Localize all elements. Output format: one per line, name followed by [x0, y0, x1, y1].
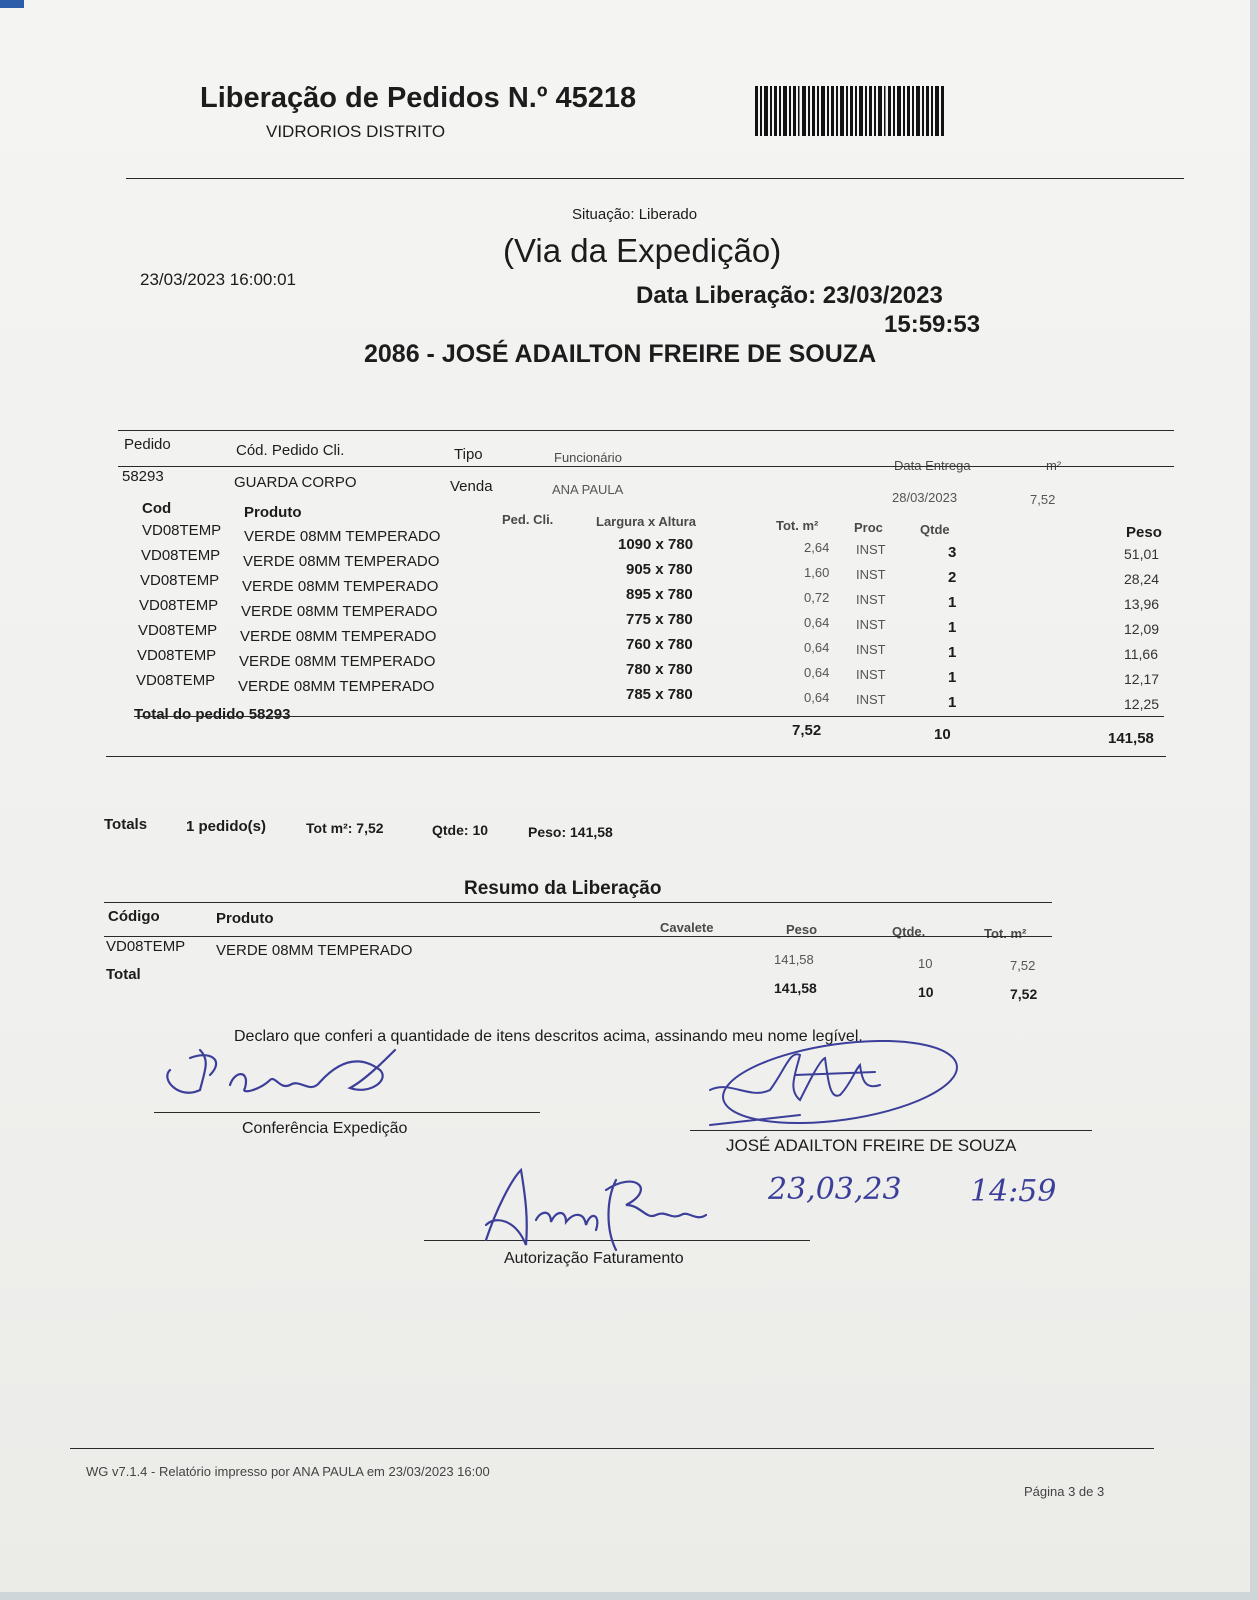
cliente-signature-name: JOSÉ ADAILTON FREIRE DE SOUZA [726, 1136, 1017, 1155]
col-pedido: Pedido [124, 436, 171, 453]
resumo-peso: 141,58 [774, 952, 814, 967]
item-qtde: 1 [948, 644, 957, 661]
item-proc: INST [856, 642, 886, 657]
item-tot-m2: 1,60 [804, 565, 830, 580]
item-peso: 12,09 [1124, 621, 1160, 637]
item-tot-m2: 0,64 [804, 615, 830, 630]
footer-rule [70, 1448, 1154, 1449]
item-dimensions: 1090 x 780 [618, 536, 694, 553]
handwritten-date: 23,03,23 [768, 1172, 902, 1207]
col-produto: Produto [244, 504, 302, 521]
col-funcionario: Funcionário [554, 450, 622, 465]
order-pedido: 58293 [122, 468, 164, 485]
item-cod: VD08TEMP [139, 597, 219, 614]
item-produto: VERDE 08MM TEMPERADO [240, 628, 437, 645]
item-qtde: 2 [948, 569, 957, 586]
order-total-label: Total do pedido 58293 [134, 706, 291, 723]
item-peso: 51,01 [1124, 546, 1160, 562]
order-total-peso: 141,58 [1108, 730, 1154, 747]
client-name: 2086 - JOSÉ ADAILTON FREIRE DE SOUZA [364, 340, 877, 368]
item-dimensions: 780 x 780 [626, 661, 693, 678]
item-peso: 28,24 [1124, 571, 1160, 587]
conferencia-label: Conferência Expedição [242, 1120, 408, 1137]
item-tot-m2: 0,72 [804, 590, 830, 605]
item-proc: INST [856, 542, 886, 557]
resumo-total-label: Total [106, 966, 141, 983]
resumo-header-rule [104, 936, 1052, 937]
declaration-text: Declaro que conferi a quantidade de itens descritos acima, assinando meu nome legível. [234, 1028, 863, 1045]
cliente-signature-scribble [690, 1030, 970, 1140]
col-qtde: Qtde [920, 522, 950, 537]
conferencia-signature-scribble [150, 1040, 430, 1120]
item-cod: VD08TEMP [137, 647, 217, 664]
item-proc: INST [856, 692, 886, 707]
item-cod: VD08TEMP [140, 572, 220, 589]
item-tot-m2: 0,64 [804, 640, 830, 655]
order-tipo: Venda [450, 478, 493, 495]
situacao-text: Situação: Liberado [572, 206, 698, 223]
col-m2: m² [1046, 458, 1062, 473]
order-total-rule [134, 716, 1164, 717]
order-total-qtde: 10 [934, 726, 951, 743]
document-title: Liberação de Pedidos N.º 45218 [200, 82, 637, 114]
barcode [755, 86, 945, 136]
footer-page-number: Página 3 de 3 [1024, 1484, 1105, 1499]
item-dimensions: 905 x 780 [626, 561, 693, 578]
col-ped-cli: Ped. Cli. [502, 512, 554, 527]
resumo-col-qtde: Qtde. [892, 924, 926, 939]
item-produto: VERDE 08MM TEMPERADO [239, 653, 436, 670]
item-tot-m2: 0,64 [804, 690, 830, 705]
item-peso: 12,17 [1124, 671, 1160, 687]
corner-tab [0, 0, 24, 8]
resumo-qtde: 10 [918, 956, 933, 971]
autorizacao-label: Autorização Faturamento [504, 1250, 684, 1267]
order-cod-pedido-cli: GUARDA CORPO [234, 474, 357, 491]
item-qtde: 1 [948, 594, 957, 611]
resumo-total-tot-m2: 7,52 [1010, 986, 1038, 1002]
item-produto: VERDE 08MM TEMPERADO [244, 528, 441, 545]
totals-label: Totals [104, 816, 148, 833]
footer-printed-by: WG v7.1.4 - Relatório impresso por ANA PAULA em 23/03/2023 16:00 [86, 1464, 490, 1479]
item-dimensions: 895 x 780 [626, 586, 693, 603]
data-liberacao: Data Liberação: 23/03/2023 [636, 282, 943, 309]
resumo-col-codigo: Código [108, 908, 160, 925]
col-tipo: Tipo [454, 446, 483, 463]
item-dimensions: 760 x 780 [626, 636, 693, 653]
totals-pedidos: 1 pedido(s) [186, 818, 267, 835]
resumo-tot-m2: 7,52 [1010, 958, 1036, 973]
company-name: VIDRORIOS DISTRITO [266, 122, 446, 141]
item-qtde: 3 [948, 544, 957, 561]
totals-m2: Tot m²: 7,52 [306, 820, 384, 836]
item-produto: VERDE 08MM TEMPERADO [241, 603, 438, 620]
col-tot-m2: Tot. m² [776, 518, 819, 533]
order-m2: 7,52 [1030, 492, 1056, 507]
item-cod: VD08TEMP [142, 522, 222, 539]
order-header-rule [118, 466, 1174, 467]
totals-peso: Peso: 141,58 [528, 824, 613, 840]
col-data-entrega: Data Entrega [894, 458, 971, 473]
resumo-title: Resumo da Liberação [464, 878, 662, 899]
order-total-m2: 7,52 [792, 722, 822, 739]
col-proc: Proc [854, 520, 883, 535]
via-title: (Via da Expedição) [503, 232, 782, 269]
order-data-entrega: 28/03/2023 [892, 490, 958, 505]
resumo-col-cavalete: Cavalete [660, 920, 714, 935]
item-tot-m2: 2,64 [804, 540, 830, 555]
item-qtde: 1 [948, 694, 957, 711]
item-cod: VD08TEMP [138, 622, 218, 639]
item-qtde: 1 [948, 619, 957, 636]
header-divider [126, 178, 1184, 179]
item-proc: INST [856, 617, 886, 632]
item-cod: VD08TEMP [141, 547, 221, 564]
resumo-codigo: VD08TEMP [106, 938, 186, 955]
resumo-col-peso: Peso [786, 922, 818, 937]
item-peso: 11,66 [1124, 646, 1158, 662]
item-produto: VERDE 08MM TEMPERADO [238, 678, 435, 695]
item-dimensions: 775 x 780 [626, 611, 693, 628]
resumo-total-qtde: 10 [918, 984, 934, 1000]
totals-qtde: Qtde: 10 [432, 822, 489, 838]
print-timestamp: 23/03/2023 16:00:01 [140, 270, 296, 289]
resumo-col-tot-m2: Tot. m² [984, 926, 1027, 941]
resumo-total-peso: 141,58 [774, 980, 817, 996]
item-produto: VERDE 08MM TEMPERADO [243, 553, 440, 570]
order-funcionario: ANA PAULA [552, 482, 624, 497]
col-largura-altura: Largura x Altura [596, 514, 696, 529]
resumo-produto: VERDE 08MM TEMPERADO [216, 942, 413, 959]
autorizacao-signature-scribble [456, 1160, 726, 1260]
item-produto: VERDE 08MM TEMPERADO [242, 578, 439, 595]
item-qtde: 1 [948, 669, 957, 686]
item-proc: INST [856, 592, 886, 607]
item-peso: 13,96 [1124, 596, 1160, 612]
order-bottom-rule [106, 756, 1166, 757]
handwritten-time: 14:59 [970, 1174, 1057, 1209]
col-peso: Peso [1126, 524, 1162, 541]
item-proc: INST [856, 667, 886, 682]
resumo-col-produto: Produto [216, 910, 274, 927]
order-top-rule [118, 430, 1174, 431]
item-tot-m2: 0,64 [804, 665, 830, 680]
data-liberacao-time: 15:59:53 [884, 311, 981, 338]
col-cod: Cod [142, 500, 172, 517]
col-cod-pedido-cli: Cód. Pedido Cli. [236, 442, 345, 459]
item-proc: INST [856, 567, 886, 582]
item-dimensions: 785 x 780 [626, 686, 693, 703]
item-cod: VD08TEMP [136, 672, 216, 689]
resumo-top-rule [104, 902, 1052, 903]
item-peso: 12,25 [1124, 696, 1160, 712]
